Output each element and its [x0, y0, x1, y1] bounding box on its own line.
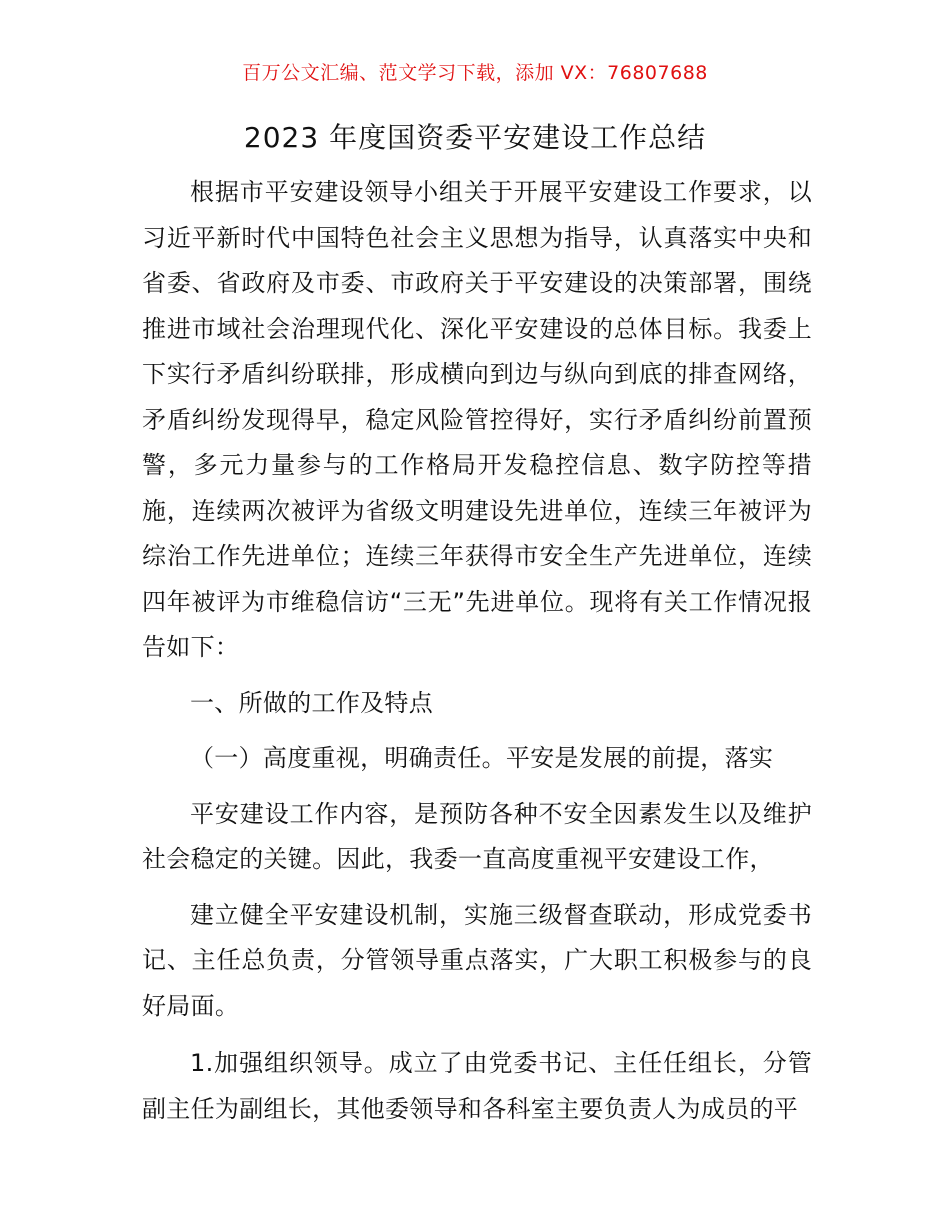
document-title: 2023 年度国资委平安建设工作总结 — [243, 121, 707, 154]
paragraph-mechanism: 建立健全平安建设机制，实施三级督查联动，形成党委书记、主任总负责，分管领导重点落实，广大职工积极参与的良好局面。 — [142, 900, 812, 1020]
document-body — [142, 170, 812, 1132]
header-note: 百万公文汇编、范文学习下载，添加 VX：76807688 — [242, 62, 708, 84]
subsection-heading-1: （一）高度重视，明确责任。平安是发展的前提，落实 — [190, 744, 774, 772]
paragraph-organization: 1.加强组织领导。成立了由党委书记、主任任组长，分管副主任为副组长，其他委领导和各科室主要负责人为成员的平 — [142, 1049, 812, 1123]
section-heading-1: 一、所做的工作及特点 — [190, 688, 433, 717]
paragraph-intro: 根据市平安建设领导小组关于开展平安建设工作要求，以习近平新时代中国特色社会主义思想为指导，认真落实中央和省委、省政府及市委、市政府关于平安建设的决策部署，围绕推进市域社会治理现代化、深化平安建设的总体目标。我委上下实行矛盾纠纷联排，形成横向到边与纵向到底的排查网络，矛盾纠纷发现得早，稳定风险管控得好，实行矛盾纠纷前置预警，多元力量参与的工作格局开发稳控信息、数字防控等措施，连续两次被评为省级文明建设先进单位，连续三年被评为综治工作先进单位；连续三年获得市安全生产先进单位，连续四年被评为市维稳信访“三无”先进单位。现将有关工作情况报告如下： — [142, 178, 812, 661]
paragraph-importance: 平安建设工作内容，是预防各种不安全因素发生以及维护社会稳定的关键。因此，我委一直高度重视平安建设工作， — [142, 799, 812, 873]
